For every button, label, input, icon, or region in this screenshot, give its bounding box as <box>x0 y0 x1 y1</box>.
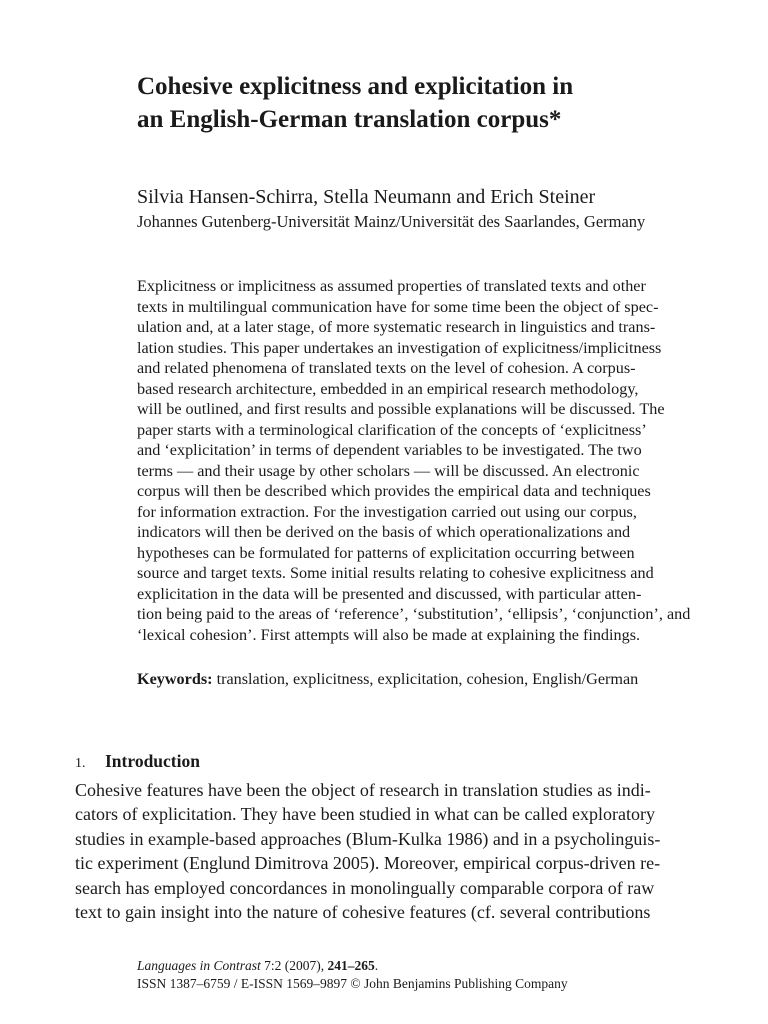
abstract <box>137 276 697 645</box>
abstract-line: hypotheses can be formulated for patterns of explicitation occurring between <box>137 543 635 562</box>
abstract-line: explicitation in the data will be presented and discussed, with particular atten- <box>137 584 642 603</box>
section-title: Introduction <box>105 750 200 771</box>
title-line: Cohesive explicitness and explicitation in <box>137 73 574 100</box>
abstract-line: paper starts with a terminological clarification of the concepts of ‘explicitness’ <box>137 420 647 439</box>
body-line: text to gain insight into the nature of cohesive features (cf. several contributions <box>75 902 651 923</box>
body-line: cators of explicitation. They have been studied in what can be called exploratory <box>75 804 655 825</box>
title-line: an English-German translation corpus* <box>137 106 562 133</box>
keywords-label: Keywords: <box>137 670 213 688</box>
abstract-line: and related phenomena of translated texts on the level of cohesion. A corpus- <box>137 359 636 377</box>
abstract-line: corpus will then be described which provides the empirical data and techniques <box>137 482 651 500</box>
issn-line: ISSN 1387–6759 / E-ISSN 1569–9897 © John Benjamins Publishing Company <box>137 976 568 991</box>
page-range: 241–265 <box>327 958 375 973</box>
abstract-line: lation studies. This paper undertakes an investigation of explicitness/implicitness <box>137 338 662 357</box>
abstract-line: will be outlined, and first results and possible explanations will be discussed. The <box>137 400 665 418</box>
abstract-line: for information extraction. For the investigation carried out using our corpus, <box>137 502 637 521</box>
abstract-line: texts in multilingual communication have for some time been the object of spec- <box>137 297 659 316</box>
citation-line <box>137 957 568 975</box>
journal-name: Languages in Contrast <box>137 958 261 973</box>
abstract-line: and ‘explicitation’ in terms of dependent variables to be investigated. The two <box>137 441 642 459</box>
body-line: tic experiment (Englund Dimitrova 2005). Moreover, empirical corpus-driven re- <box>75 853 661 874</box>
paper-title <box>137 70 697 136</box>
keywords <box>137 668 638 690</box>
abstract-line: Explicitness or implicitness as assumed properties of translated texts and other <box>137 277 646 295</box>
citation-period: . <box>374 958 379 973</box>
volume-info: 7:2 (2007), <box>260 958 328 973</box>
body-text <box>75 778 697 924</box>
keywords-value: translation, explicitness, explicitation, cohesion, English/German <box>216 670 639 688</box>
footer <box>137 957 568 993</box>
abstract-line: indicators will then be derived on the basis of which operationalizations and <box>137 523 631 541</box>
abstract-line: source and target texts. Some initial results relating to cohesive explicitness and <box>137 564 654 582</box>
abstract-line: terms — and their usage by other scholars — will be discussed. An electronic <box>137 461 640 480</box>
body-line: studies in example-based approaches (Blum-Kulka 1986) and in a psycholinguis- <box>75 828 661 849</box>
abstract-line: ulation and, at a later stage, of more systematic research in linguistics and trans- <box>137 318 656 336</box>
abstract-line: ‘lexical cohesion’. First attempts will also be made at explaining the findings. <box>137 625 641 644</box>
abstract-line: based research architecture, embedded in an empirical research methodology, <box>137 379 639 398</box>
authors: Silvia Hansen-Schirra, Stella Neumann and Erich Steiner <box>137 186 596 208</box>
abstract-line: tion being paid to the areas of ‘reference’, ‘substitution’, ‘ellipsis’, ‘conjunction’, and <box>137 605 691 623</box>
section-number: 1. <box>75 755 86 771</box>
body-line: search has employed concordances in monolingually comparable corpora of raw <box>75 877 655 898</box>
affiliation: Johannes Gutenberg-Universität Mainz/Universität des Saarlandes, Germany <box>137 212 646 231</box>
body-line: Cohesive features have been the object of research in translation studies as indi- <box>75 780 651 800</box>
section-heading <box>75 750 200 775</box>
